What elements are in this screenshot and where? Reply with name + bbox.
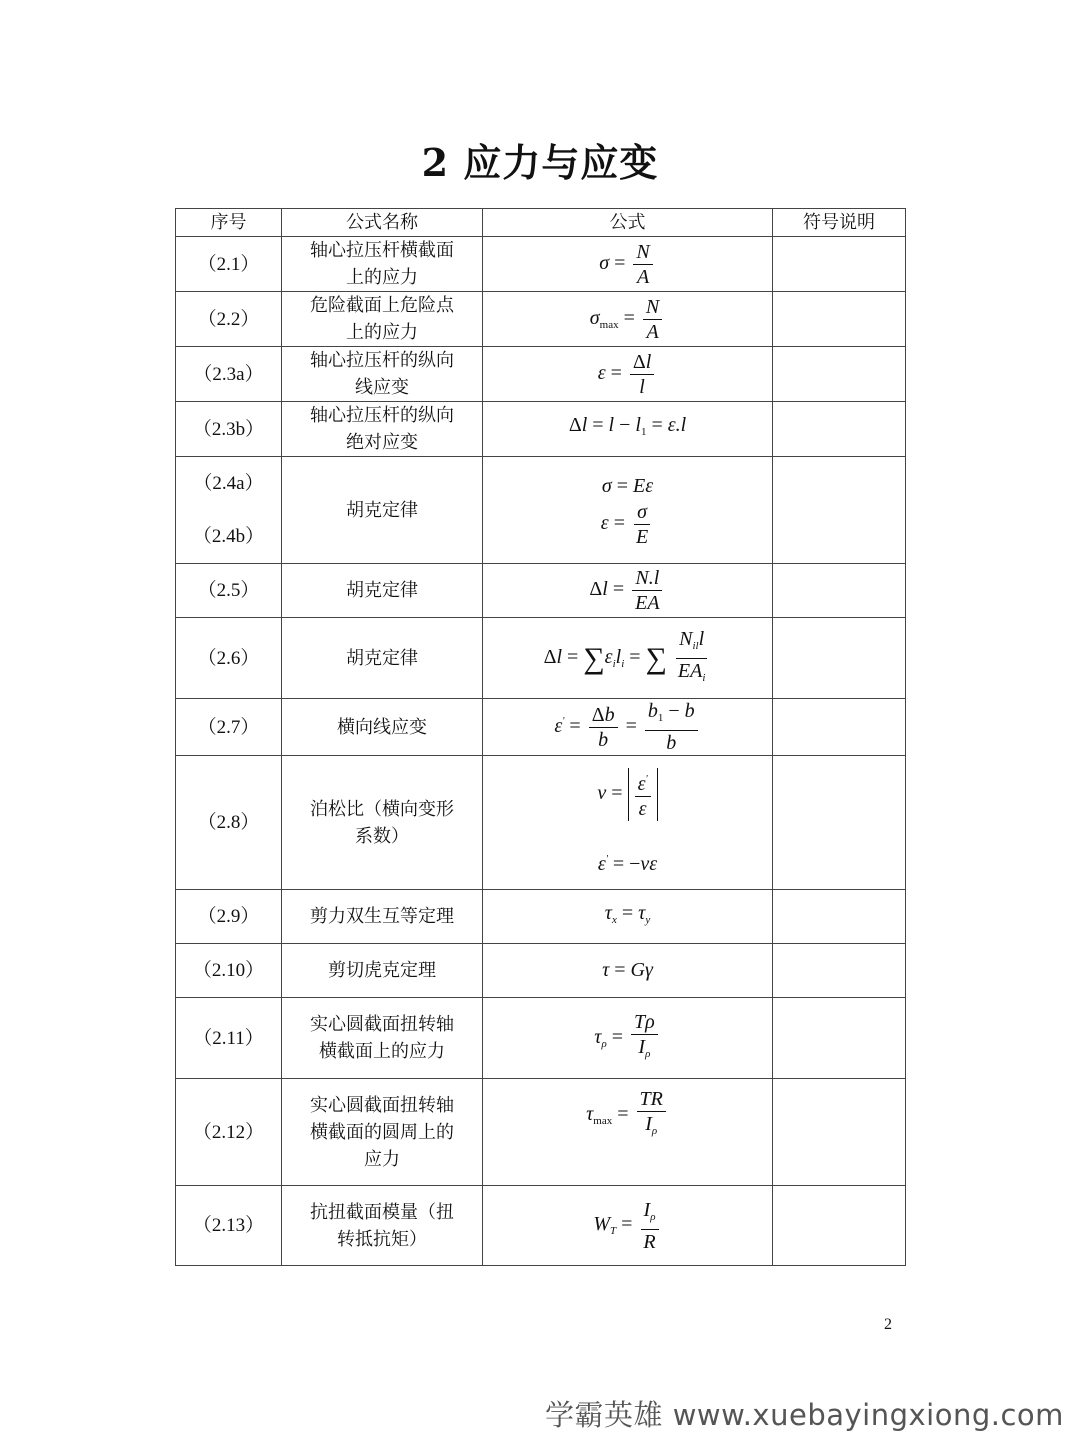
- row-formula: [483, 998, 773, 1079]
- row-name: 实心圆截面扭转轴横截面上的应力: [282, 998, 483, 1079]
- row-formula: [483, 756, 773, 890]
- row-name: 胡克定律: [282, 457, 483, 564]
- row-name: 轴心拉压杆的纵向线应变: [282, 347, 483, 402]
- row-formula: [483, 457, 773, 564]
- row-seq: （2.5）: [176, 564, 282, 618]
- formula-table: [175, 208, 906, 1266]
- formula: $W_T$ = $\frac{I_\rho}{R}$: [593, 1213, 661, 1235]
- row-formula: [483, 944, 773, 998]
- row-name: 胡克定律: [282, 564, 483, 618]
- row-formula: [483, 618, 773, 699]
- page-number: 2: [884, 1316, 892, 1333]
- row-seq: （2.3a）: [176, 347, 282, 402]
- page-title: 2 应力与应变: [421, 140, 659, 185]
- row-seq: （2.7）: [176, 699, 282, 756]
- table-row: [176, 618, 906, 699]
- row-seq: （2.2）: [176, 292, 282, 347]
- row-symbols: [773, 618, 906, 699]
- table-row: [176, 1079, 906, 1186]
- row-name: 剪力双生互等定理: [282, 890, 483, 944]
- row-seq: （2.11）: [176, 998, 282, 1079]
- row-symbols: [773, 944, 906, 998]
- row-name: 实心圆截面扭转轴横截面的圆周上的应力: [282, 1079, 483, 1186]
- formula: ε' = $\frac{\Delta b}{b}$ = $\frac{b_1 - b}{b}$: [554, 715, 700, 737]
- formula: σ = Eε ε = $\frac{\sigma}{E}$: [600, 474, 654, 548]
- row-symbols: [773, 347, 906, 402]
- header-name: 公式名称: [282, 209, 483, 237]
- row-name: 剪切虎克定理: [282, 944, 483, 998]
- formula: $\tau_{max}$ = $\frac{TR}{I_\rho}$: [586, 1103, 669, 1125]
- row-symbols: [773, 237, 906, 292]
- row-symbols: [773, 756, 906, 890]
- table-row: [176, 564, 906, 618]
- table-row: [176, 402, 906, 457]
- row-symbols: [773, 1079, 906, 1186]
- formula: σ = $\frac{N}{A}$: [599, 252, 656, 274]
- row-formula: [483, 402, 773, 457]
- header-symbols: 符号说明: [773, 209, 906, 237]
- row-symbols: [773, 890, 906, 944]
- formula: $\tau_\rho$ = $\frac{T\rho}{I_\rho}$: [594, 1026, 660, 1048]
- row-formula: [483, 237, 773, 292]
- table-row: [176, 890, 906, 944]
- formula: ε = $\frac{\Delta l}{l}$: [598, 362, 658, 384]
- row-symbols: [773, 564, 906, 618]
- table-row: [176, 699, 906, 756]
- header-seq: 序号: [176, 209, 282, 237]
- row-symbols: [773, 292, 906, 347]
- row-seq: [176, 457, 282, 564]
- row-name: 胡克定律: [282, 618, 483, 699]
- row-name: 危险截面上危险点上的应力: [282, 292, 483, 347]
- row-seq: （2.13）: [176, 1186, 282, 1266]
- table-row: [176, 237, 906, 292]
- row-seq: （2.3b）: [176, 402, 282, 457]
- row-symbols: [773, 402, 906, 457]
- row-name: 泊松比（横向变形系数）: [282, 756, 483, 890]
- formula: $\Delta l = \sum\varepsilon_il_i$ = ∑ $\frac{N_{il}l}{EA_i}$: [543, 627, 706, 684]
- row-seq: （2.9）: [176, 890, 282, 944]
- row-seq: （2.6）: [176, 618, 282, 699]
- formula: τ = Gγ: [602, 959, 653, 981]
- table-row: [176, 944, 906, 998]
- watermark: 学霸英雄 www.xuebayingxiong.com: [545, 1398, 1064, 1432]
- formula: $\sigma_{max}$ = $\frac{N}{A}$: [590, 307, 665, 329]
- formula: $\Delta l = l - l_1 = \varepsilon.l$: [568, 414, 687, 438]
- row-symbols: [773, 699, 906, 756]
- formula: ν = $\frac{\varepsilon'}{\varepsilon}$ ε' = −νε: [483, 768, 772, 878]
- row-formula: [483, 890, 773, 944]
- table-header-row: [176, 209, 906, 237]
- row-name: 轴心拉压杆横截面上的应力: [282, 237, 483, 292]
- table-row: [176, 292, 906, 347]
- row-seq: （2.8）: [176, 756, 282, 890]
- row-symbols: [773, 1186, 906, 1266]
- formula: Δl = $\frac{N.l}{EA}$: [589, 578, 665, 600]
- row-seq: （2.1）: [176, 237, 282, 292]
- row-seq: （2.10）: [176, 944, 282, 998]
- row-symbols: [773, 457, 906, 564]
- table-row: [176, 756, 906, 890]
- table-row: [176, 998, 906, 1079]
- row-formula: [483, 1079, 773, 1186]
- table-row: [176, 1186, 906, 1266]
- formula: $\tau_x = \tau_y$: [604, 901, 651, 926]
- row-name: 轴心拉压杆的纵向绝对应变: [282, 402, 483, 457]
- row-formula: [483, 347, 773, 402]
- table-row: [176, 347, 906, 402]
- table-row: [176, 457, 906, 564]
- seq-a: （2.4a）: [193, 473, 264, 494]
- row-name: 抗扭截面模量（扭转抵抗矩）: [282, 1186, 483, 1266]
- seq-b: （2.4b）: [192, 526, 265, 547]
- row-formula: [483, 564, 773, 618]
- row-formula: [483, 1186, 773, 1266]
- row-name: 横向线应变: [282, 699, 483, 756]
- header-formula: 公式: [483, 209, 773, 237]
- row-seq: （2.12）: [176, 1079, 282, 1186]
- row-formula: [483, 292, 773, 347]
- row-formula: [483, 699, 773, 756]
- row-symbols: [773, 998, 906, 1079]
